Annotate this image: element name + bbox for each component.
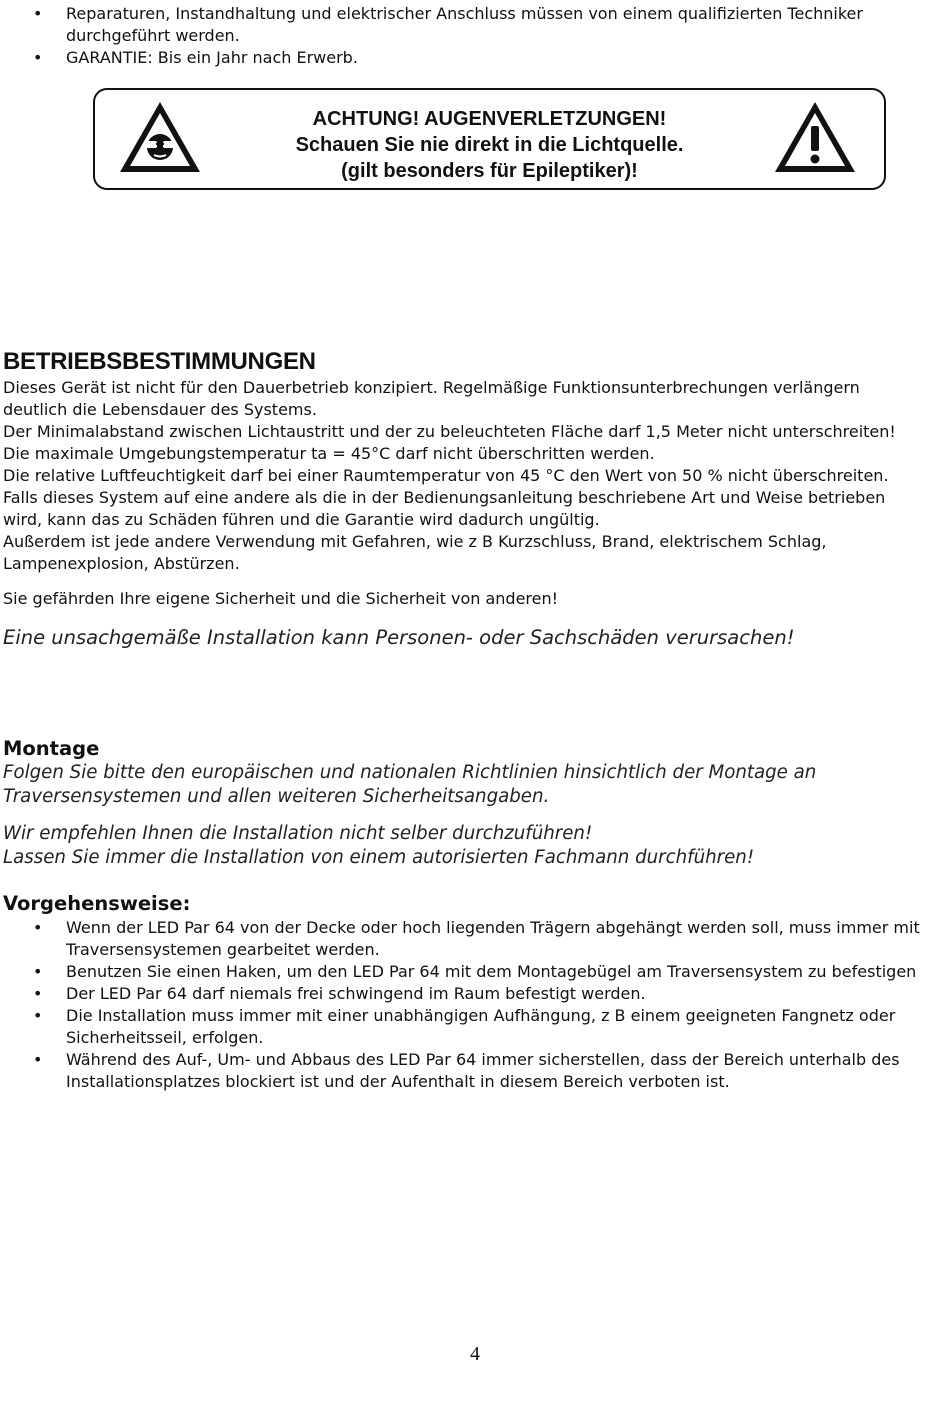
montage-section [3, 737, 923, 870]
montage-recommendation: Wir empfehlen Ihnen die Installation nicht selber durchzuführen! [3, 823, 593, 844]
paragraph: Dieses Gerät ist nicht für den Dauerbetrieb konzipiert. Regelmäßige Funktionsunterbrechungen verlängern deutlich die Lebensdauer des Systems. [3, 378, 860, 419]
warning-text [95, 106, 884, 184]
paragraph: Außerdem ist jede andere Verwendung mit Gefahren, wie z B Kurzschluss, Brand, elektrischem Schlag, Lampenexplosion, Abstürzen. [3, 532, 827, 573]
warning-line-3: (gilt besonders für Epileptiker)! [341, 160, 638, 182]
list-item: • Während des Auf-, Um- und Abbaus des LED Par 64 immer sicherstellen, dass der Bereich unterhalb des Installationsplatzes blockiert ist und der Aufenthalt in diesem Bereich verboten ist. [0, 1049, 950, 1093]
list-item: • Wenn der LED Par 64 von der Decke oder hoch liegenden Trägern abgehängt werden soll, muss immer mit Traversensystemen gearbeitet werden. [0, 917, 950, 961]
section-heading: BETRIEBSBESTIMMUNGEN [3, 348, 316, 375]
page-number: 4 [470, 1343, 480, 1365]
warning-line-1: ACHTUNG! AUGENVERLETZUNGEN! [312, 108, 667, 130]
exclamation-warning-icon [772, 98, 858, 176]
montage-heading: Montage [3, 737, 100, 760]
montage-text: Folgen Sie bitte den europäischen und nationalen Richtlinien hinsichtlich der Montage an Traversensystemen und allen weiteren Sicherheitsangaben. [3, 762, 817, 807]
list-item: • Benutzen Sie einen Haken, um den LED Par 64 mit dem Montagebügel am Traversensystem zu befestigen [0, 961, 950, 983]
vorgehen-bullet-list [0, 917, 950, 1093]
safety-note: Sie gefährden Ihre eigene Sicherheit und die Sicherheit von anderen! [3, 589, 559, 608]
paragraph: Falls dieses System auf eine andere als die in der Bedienungsanleitung beschriebene Art und Weise betrieben wird, kann das zu Schäden führen und die Garantie wird dadurch ungültig. [3, 488, 886, 529]
paragraph: Die relative Luftfeuchtigkeit darf bei einer Raumtemperatur von 45 °C den Wert von 50 % nicht überschreiten. [3, 466, 889, 485]
vorgehen-heading: Vorgehensweise: [3, 892, 191, 915]
paragraph: Der Minimalabstand zwischen Lichtaustritt und der zu beleuchteten Fläche darf 1,5 Meter nicht unterschreiten! [3, 422, 896, 441]
list-item: • Die Installation muss immer mit einer unabhängigen Aufhängung, z B einem geeigneten Fangnetz oder Sicherheitsseil, erfolgen. [0, 1005, 950, 1049]
italic-warning: Eine unsachgemäße Installation kann Personen- oder Sachschäden verursachen! [3, 626, 795, 649]
eye-warning-box [93, 88, 886, 190]
list-item: • Reparaturen, Instandhaltung und elektrischer Anschluss müssen von einem qualifizierten Techniker durchgeführt werden. [0, 3, 950, 47]
montage-recommendation: Lassen Sie immer die Installation von einem autorisierten Fachmann durchführen! [3, 847, 755, 868]
betrieb-section [3, 348, 923, 651]
paragraph: Die maximale Umgebungstemperatur ta = 45°C darf nicht überschritten werden. [3, 444, 655, 463]
warning-line-2: Schauen Sie nie direkt in die Lichtquelle. [295, 134, 684, 156]
top-bullet-list [0, 3, 950, 69]
list-item: • GARANTIE: Bis ein Jahr nach Erwerb. [0, 47, 950, 69]
vorgehen-heading-wrap [3, 892, 923, 916]
list-item: • Der LED Par 64 darf niemals frei schwingend im Raum befestigt werden. [0, 983, 950, 1005]
